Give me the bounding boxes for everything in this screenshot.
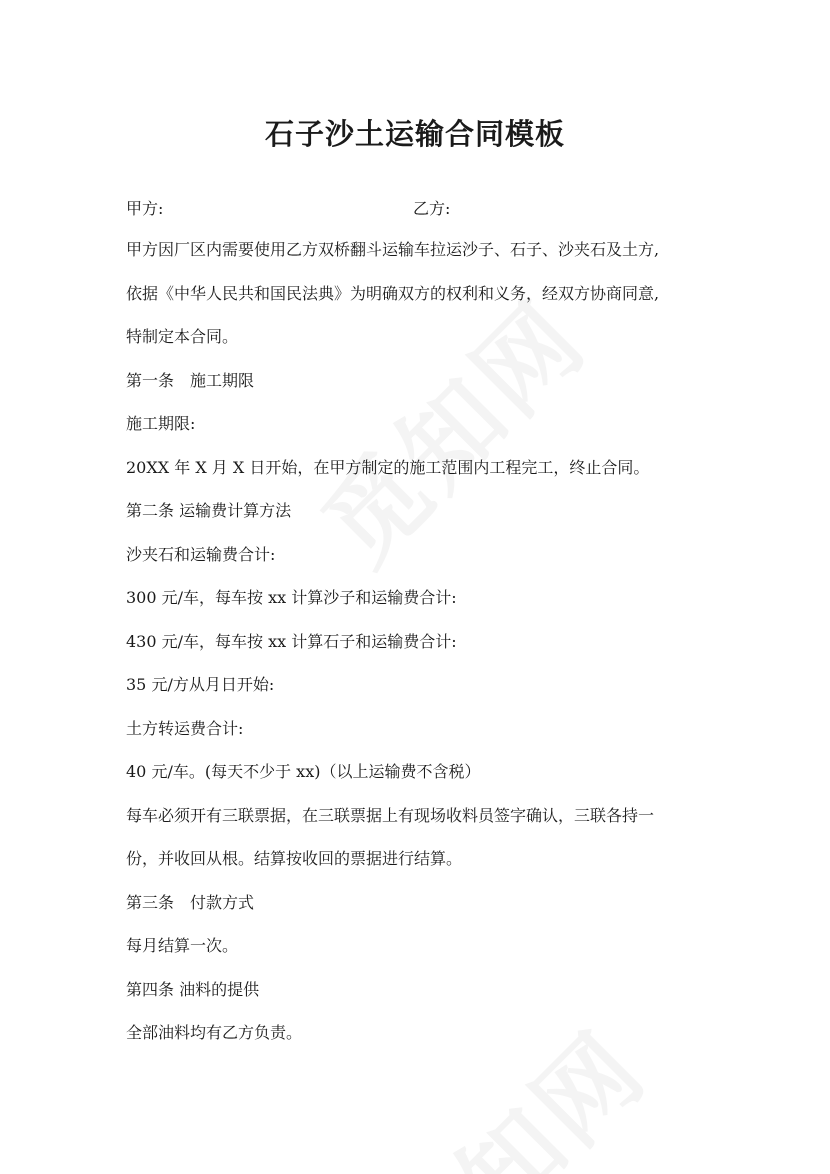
section-heading: 第二条 运输费计算方法 <box>126 501 292 520</box>
paragraph-line: 300 元/车，每车按 xx 计算沙子和运输费合计: <box>126 588 457 607</box>
paragraph-line: 土方转运费合计: <box>126 718 244 738</box>
paragraph-line: 全部油料均有乙方负责。 <box>126 1023 303 1042</box>
party-line <box>126 196 726 218</box>
paragraph-line: 35 元/方从月日开始: <box>126 675 275 694</box>
paragraph-line: 40 元/车。(每天不少于 xx)（以上运输费不含税） <box>126 762 481 781</box>
paragraph-line: 每车必须开有三联票据，在三联票据上有现场收料员签字确认，三联各持一 <box>126 805 655 825</box>
paragraph-line: 430 元/车，每车按 xx 计算石子和运输费合计: <box>126 631 457 651</box>
section-heading: 第三条 付款方式 <box>126 892 255 912</box>
paragraph-line: 甲方因厂区内需要使用乙方双桥翻斗运输车拉运沙子、石子、沙夹石及土方, <box>126 240 660 259</box>
paragraph-line: 每月结算一次。 <box>126 936 239 955</box>
paragraph-line: 特制定本合同。 <box>126 327 239 346</box>
paragraph-line: 施工期限: <box>126 414 196 433</box>
section-heading: 第一条 施工期限 <box>126 370 255 390</box>
paragraph-line: 20XX 年 X 月 X 日开始，在甲方制定的施工范围内工程完工，终止合同。 <box>126 457 650 477</box>
paragraph-line: 沙夹石和运输费合计: <box>126 544 276 564</box>
paragraph-line: 份，并收回从根。结算按收回的票据进行结算。 <box>126 849 463 868</box>
paragraph-line: 依据《中华人民共和国民法典》为明确双方的权利和义务，经双方协商同意, <box>126 283 660 303</box>
document-title: 石子沙土运输合同模板 <box>264 117 565 151</box>
party-b-label: 乙方: <box>413 199 451 218</box>
section-heading: 第四条 油料的提供 <box>126 979 260 999</box>
contract-body <box>126 240 706 1067</box>
party-a-label: 甲方: <box>126 199 164 218</box>
